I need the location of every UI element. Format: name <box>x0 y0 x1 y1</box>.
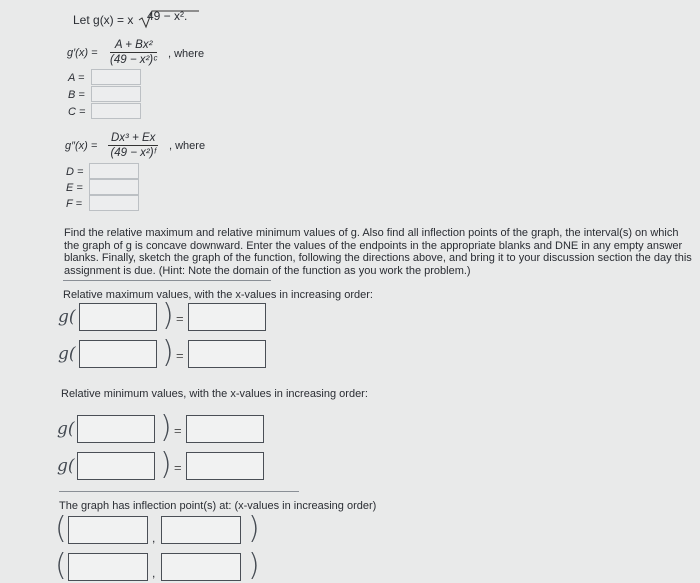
rel-max-1-x-input[interactable] <box>79 303 157 331</box>
rel-max-1-close: ) <box>162 298 174 333</box>
inflection-1-close: ) <box>248 511 260 546</box>
label-a: A = <box>68 72 85 84</box>
inflection-1-open: ( <box>55 511 67 546</box>
label-f: F = <box>66 198 83 210</box>
rel-min-1-g: g( <box>57 419 75 439</box>
input-b[interactable] <box>91 86 141 102</box>
rel-min-1-x-input[interactable] <box>77 415 155 443</box>
input-d[interactable] <box>89 163 139 179</box>
rel-max-2-g: g( <box>58 344 76 364</box>
rel-min-2-equals: = <box>174 460 182 475</box>
input-e[interactable] <box>89 179 139 195</box>
g-double-prime-numerator: Dx³ + Ex <box>108 132 158 146</box>
rel-max-1-g: g( <box>58 307 76 327</box>
rel-min-2-value-input[interactable] <box>186 452 264 480</box>
inflection-2-comma: , <box>152 566 156 580</box>
divider-1 <box>63 280 271 281</box>
label-e: E = <box>66 182 83 194</box>
label-d: D = <box>66 166 84 178</box>
inflection-2-y-input[interactable] <box>161 553 241 581</box>
g-double-prime-fraction <box>108 132 158 159</box>
g-prime-denominator: (49 − x²)ᶜ <box>110 54 158 66</box>
rel-max-2-value-input[interactable] <box>188 340 266 368</box>
rel-max-1-value-input[interactable] <box>188 303 266 331</box>
rel-max-2-close: ) <box>162 335 174 370</box>
rel-min-2-x-input[interactable] <box>77 452 155 480</box>
rel-max-heading: Relative maximum values, with the x-values in increasing order: <box>63 289 373 301</box>
g-prime-where: , where <box>168 48 205 60</box>
inflection-2-close: ) <box>248 548 260 583</box>
rel-max-1-equals: = <box>176 311 184 326</box>
input-c[interactable] <box>91 103 141 119</box>
label-b: B = <box>68 89 85 101</box>
g-prime-lhs: g′(x) = <box>67 47 98 59</box>
label-c: C = <box>68 106 86 118</box>
rel-max-2-equals: = <box>176 348 184 363</box>
inflection-1-comma: , <box>152 531 156 545</box>
problem-intro: Let g(x) = x <box>73 9 199 29</box>
rel-min-1-equals: = <box>174 423 182 438</box>
inflection-1-x-input[interactable] <box>68 516 148 544</box>
rel-min-1-close: ) <box>160 410 172 445</box>
inflection-2-x-input[interactable] <box>68 553 148 581</box>
g-double-prime-denominator: (49 − x²)ᶠ <box>110 147 156 159</box>
g-prime-numerator: A + Bx² <box>110 39 157 53</box>
instructions-paragraph: Find the relative maximum and relative minimum values of g. Also find all inflection points of the graph, the interval(s) on which the graph of g is concave downward. Enter the values of the endpoints in the appropriate blanks and DNE in any empty answer blanks. Finally, sketch the graph of the function, following the directions above, and bring it to your discussion section the day this assignment is due. (Hint: Note the domain of the function as you work the problem.) <box>64 227 692 277</box>
rel-min-heading: Relative minimum values, with the x-values in increasing order: <box>61 388 368 400</box>
input-a[interactable] <box>91 69 141 85</box>
g-prime-fraction <box>110 39 157 66</box>
rel-max-2-x-input[interactable] <box>79 340 157 368</box>
sqrt-body: 49 − x². <box>147 9 188 23</box>
rel-min-2-close: ) <box>160 447 172 482</box>
divider-2 <box>59 491 299 492</box>
g-double-prime-lhs: g″(x) = <box>65 140 98 152</box>
input-f[interactable] <box>89 195 139 211</box>
inflection-heading: The graph has inflection point(s) at: (x-values in increasing order) <box>59 500 377 512</box>
rel-min-2-g: g( <box>57 456 75 476</box>
rel-min-1-value-input[interactable] <box>186 415 264 443</box>
inflection-1-y-input[interactable] <box>161 516 241 544</box>
inflection-2-open: ( <box>55 548 67 583</box>
g-double-prime-where: , where <box>169 140 206 152</box>
